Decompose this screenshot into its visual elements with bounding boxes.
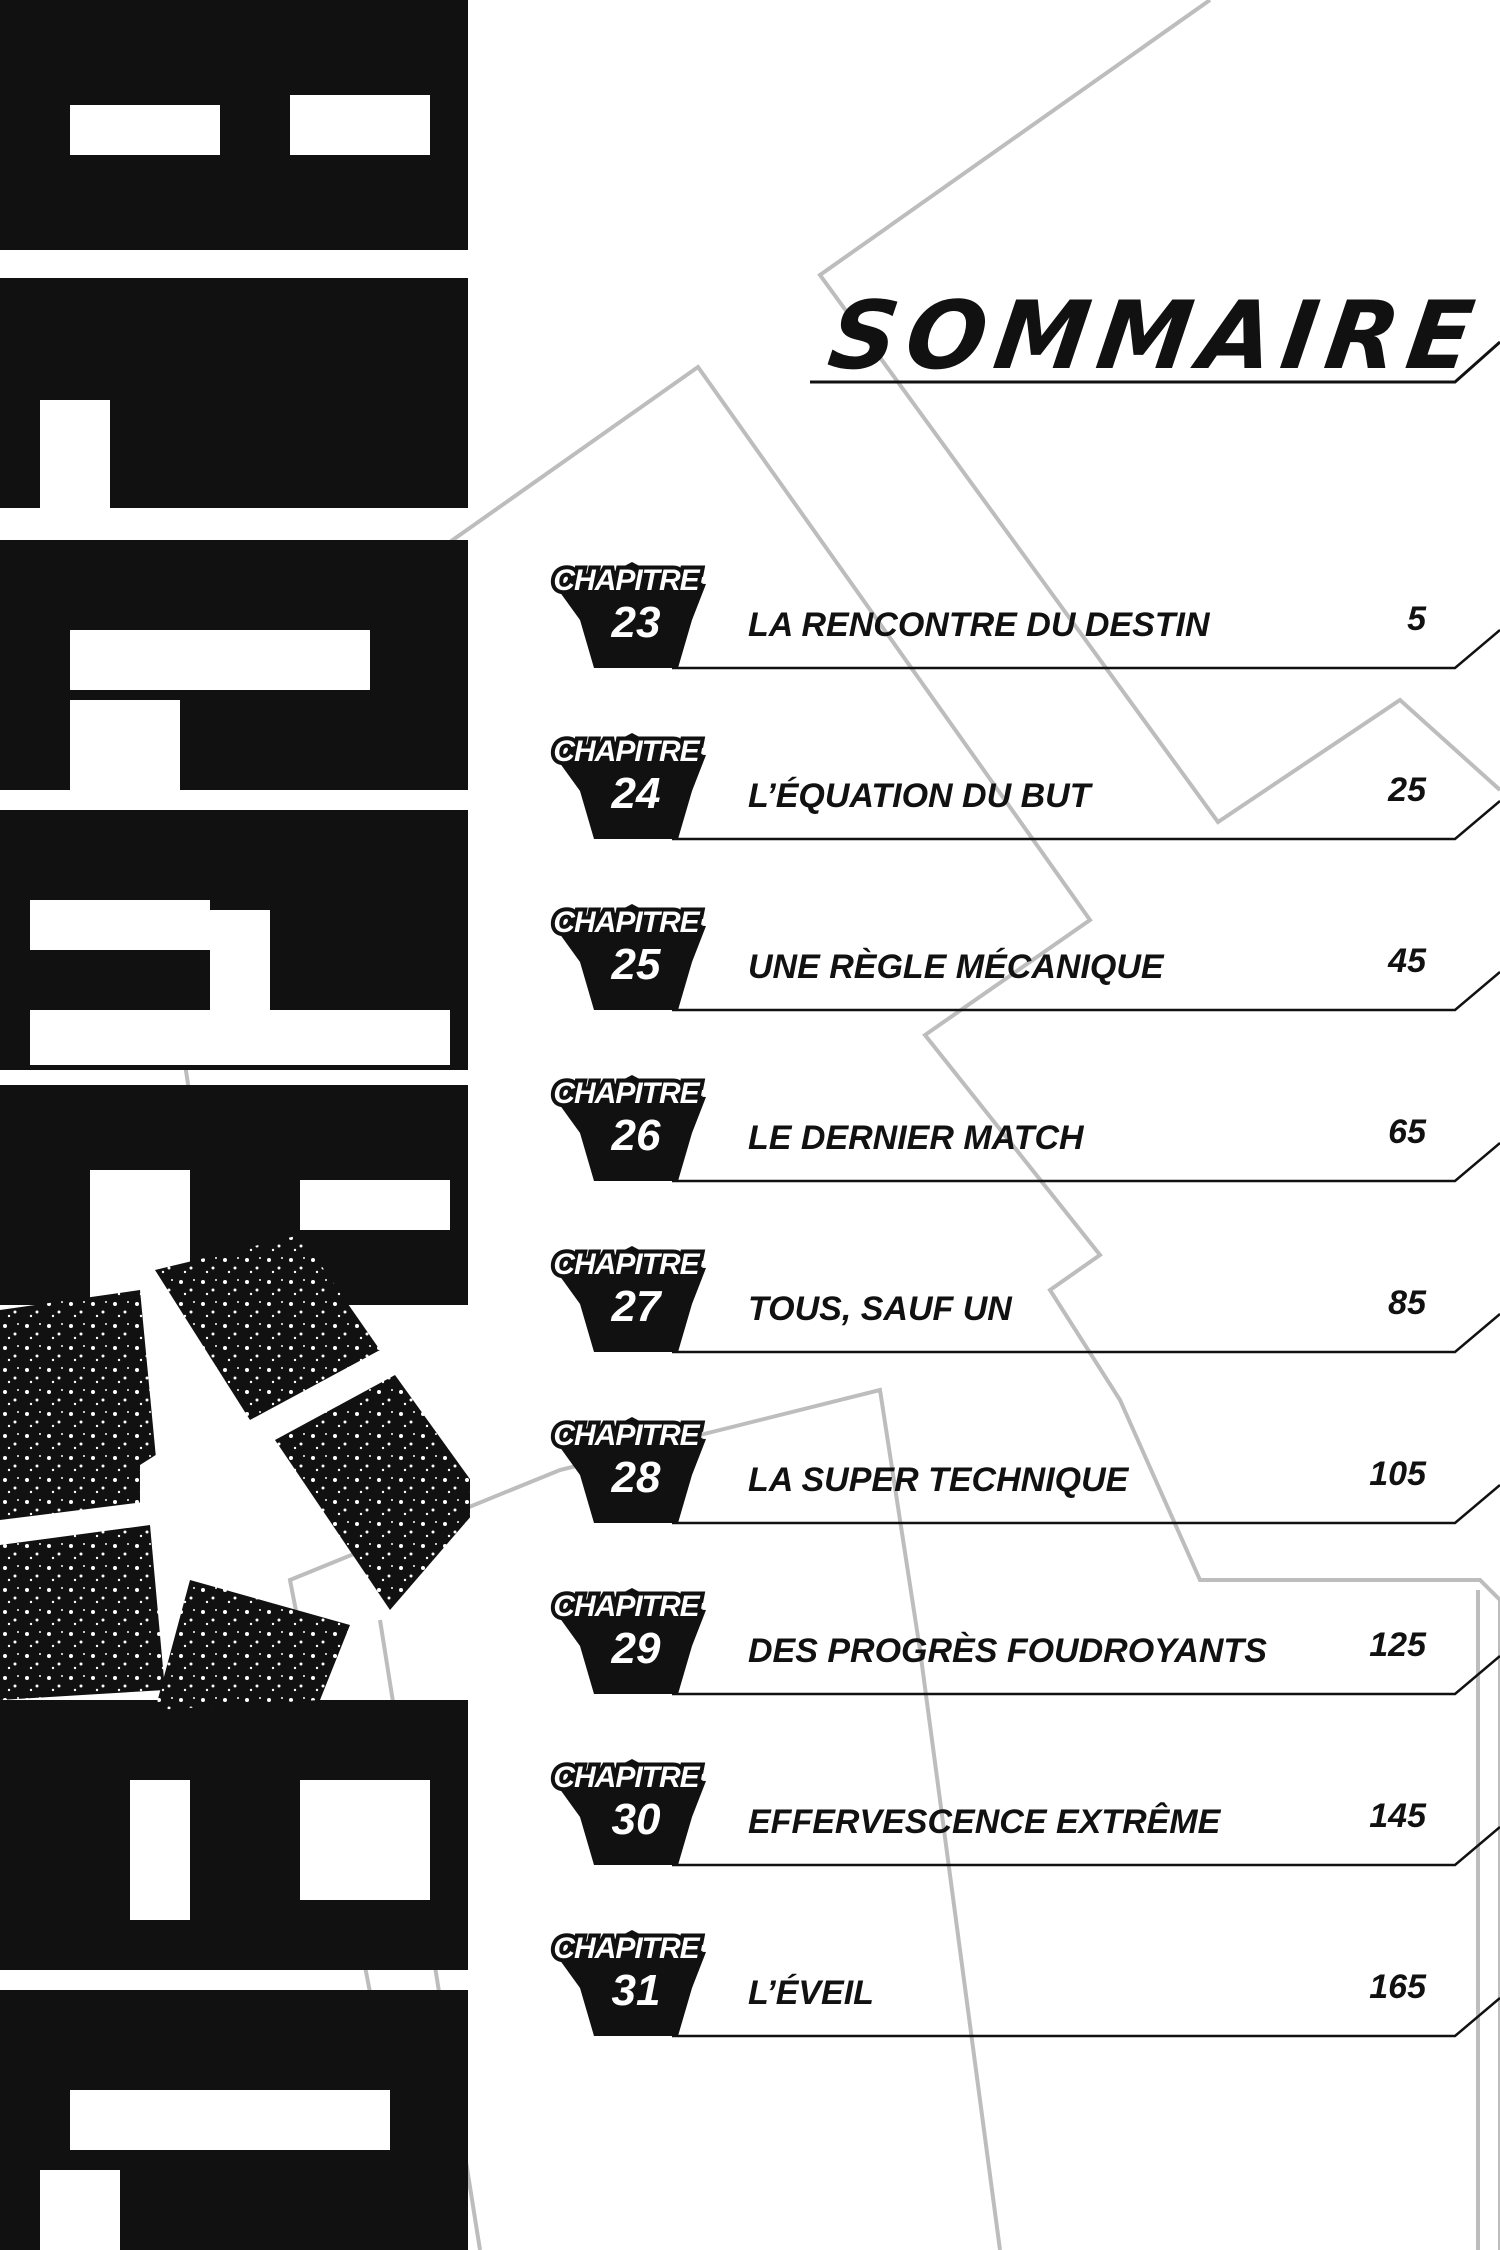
chapter-page-number: 85	[1388, 1284, 1426, 1322]
chapter-badge-label: CHAPITRE	[553, 735, 699, 768]
chapter-number: 24	[611, 769, 661, 818]
chapter-page-number: 165	[1369, 1968, 1426, 2006]
chapter-entry[interactable]	[540, 1757, 1500, 1887]
chapter-entry[interactable]	[540, 560, 1500, 690]
chapter-number: 28	[611, 1453, 661, 1502]
chapter-page-number: 5	[1407, 600, 1426, 638]
chapter-underline	[540, 560, 1500, 690]
chapter-title: L’ÉQUATION DU BUT	[748, 777, 1091, 815]
chapter-entry[interactable]	[540, 731, 1500, 861]
chapter-underline	[540, 902, 1500, 1032]
chapter-underline	[540, 731, 1500, 861]
chapter-number: 27	[611, 1282, 661, 1331]
chapter-entry[interactable]	[540, 1928, 1500, 2058]
chapter-number: 25	[611, 940, 661, 989]
chapter-badge-label: CHAPITRE	[553, 1077, 699, 1110]
page-title: SOMMAIRE	[822, 282, 1489, 391]
chapter-page-number: 125	[1369, 1626, 1426, 1664]
chapter-underline	[540, 1928, 1500, 2058]
chapter-entry[interactable]	[540, 1415, 1500, 1545]
chapter-underline	[540, 1586, 1500, 1716]
chapter-page-number: 65	[1388, 1113, 1426, 1151]
chapter-badge-label: CHAPITRE	[553, 906, 699, 939]
chapter-entry[interactable]	[540, 1586, 1500, 1716]
chapter-underline	[540, 1757, 1500, 1887]
chapter-page-number: 25	[1388, 771, 1426, 809]
chapter-underline	[540, 1415, 1500, 1545]
chapter-number: 26	[611, 1111, 661, 1160]
chapter-entry[interactable]	[540, 1073, 1500, 1203]
chapter-badge-label: CHAPITRE	[553, 1590, 699, 1623]
chapter-title: LA SUPER TECHNIQUE	[748, 1461, 1129, 1499]
chapter-badge-label: CHAPITRE	[553, 1932, 699, 1965]
chapter-title: L’ÉVEIL	[748, 1974, 874, 2012]
chapter-title: UNE RÈGLE MÉCANIQUE	[748, 948, 1164, 986]
chapter-title: LE DERNIER MATCH	[748, 1119, 1084, 1157]
chapter-page-number: 145	[1369, 1797, 1426, 1835]
chapter-underline	[540, 1073, 1500, 1203]
chapter-page-number: 45	[1388, 942, 1426, 980]
chapter-number: 31	[611, 1966, 661, 2015]
chapter-entry[interactable]	[540, 1244, 1500, 1374]
chapter-badge-label: CHAPITRE	[553, 1761, 699, 1794]
chapter-number: 29	[611, 1624, 661, 1673]
chapter-title: TOUS, SAUF UN	[748, 1290, 1012, 1328]
chapter-badge-label: CHAPITRE	[553, 1419, 699, 1452]
chapter-badge-label: CHAPITRE	[553, 1248, 699, 1281]
chapter-badge-label: CHAPITRE	[553, 564, 699, 597]
chapter-page-number: 105	[1369, 1455, 1426, 1493]
chapter-title: LA RENCONTRE DU DESTIN	[748, 606, 1210, 644]
chapter-underline	[540, 1244, 1500, 1374]
chapter-entry[interactable]	[540, 902, 1500, 1032]
chapter-number: 30	[611, 1795, 661, 1844]
chapter-title: EFFERVESCENCE EXTRÊME	[748, 1803, 1221, 1841]
chapter-title: DES PROGRÈS FOUDROYANTS	[748, 1632, 1267, 1670]
chapter-number: 23	[611, 598, 661, 647]
